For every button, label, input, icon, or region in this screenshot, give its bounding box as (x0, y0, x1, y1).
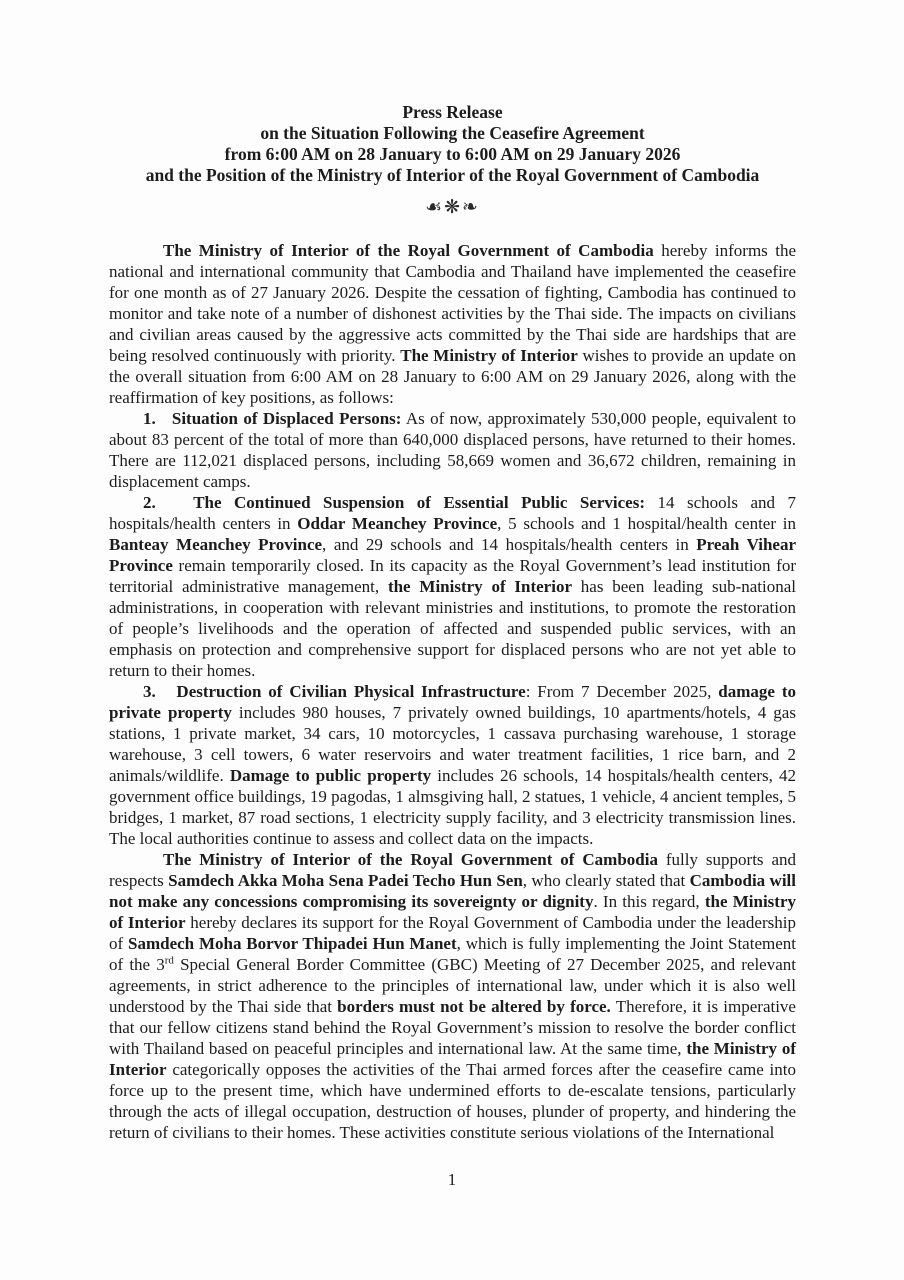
title-line-2: on the Situation Following the Ceasefire Agreement (260, 123, 645, 143)
document-title (109, 102, 796, 186)
paragraph (109, 492, 796, 681)
bold-text: The Ministry of Interior of the Royal Government of Cambodia (163, 241, 654, 260)
text: hereby informs the national and international community that Cambodia and Thailand have implemented the ceasefire for one month as of 27 January 2026. Despite the cessation of fighting, Cambodia has continued to monitor and take note of a number of dishonest activities by the Thai side. The impacts on civilians and civilian areas caused by the aggressive acts committed by the Thai side are hardships that are being resolved continuously with priority. (109, 241, 797, 365)
bold-text: Samdech Akka Moha Sena Padei Techo Hun Sen (168, 871, 523, 890)
text: , which is fully implementing the Joint Statement of the 3 (109, 934, 796, 974)
bold-text: Banteay Meanchey Province (109, 535, 323, 554)
bold-text: the Ministry of Interior (387, 577, 573, 596)
paragraph (109, 849, 796, 1143)
bold-text: the Ministry of Interior (109, 1039, 797, 1079)
bold-text: Oddar Meanchey Province (297, 514, 498, 533)
bold-text: damage to private property (109, 682, 797, 722)
title-line-3: from 6:00 AM on 28 January to 6:00 AM on 29 January 2026 (224, 144, 681, 164)
bold-text: 1. Situation of Displaced Persons: (143, 409, 402, 428)
text: : From 7 December 2025, (525, 682, 719, 701)
bold-text: The Ministry of Interior of the Royal Government of Cambodia (163, 850, 658, 869)
bold-text: the Ministry of Interior (109, 892, 797, 932)
text: fully supports and respects (109, 850, 796, 890)
text: , and 29 schools and 14 hospitals/health centers in (322, 535, 697, 554)
bold-text: Damage to public property (229, 766, 432, 785)
text: Special General Border Committee (GBC) Meeting of 27 December 2025, and relevant agreements, in strict adherence to the principles of international law, under which it is also well understood by the Thai side that (109, 955, 796, 1016)
document-body (109, 240, 796, 1143)
bold-text: borders must not be altered by force. (337, 997, 611, 1016)
text: has been leading sub-national administrations, in cooperation with relevant ministries and institutions, to promote the restoration of people’s livelihoods and the operation of affected and suspended public services, with an emphasis on protection and comprehensive support for displaced persons who are not yet able to return to their homes. (109, 577, 797, 680)
paragraph (109, 408, 796, 492)
bold-text: 3. Destruction of Civilian Physical Infrastructure (143, 682, 526, 701)
bold-text: Cambodia will not make any concessions compromising its sovereignty or dignity (109, 871, 796, 911)
text: , 5 schools and 1 hospital/health center in (497, 514, 796, 533)
text: includes 26 schools, 14 hospitals/health centers, 42 government office buildings, 19 pagodas, 1 almsgiving hall, 2 statues, 1 vehicle, 4 ancient temples, 5 bridges, 1 market, 87 road sections, 1 electricity supply facility, and 3 electricity transmission lines. The local authorities continue to assess and collect data on the impacts. (109, 766, 797, 848)
text: remain temporarily closed. In its capacity as the Royal Government’s lead institution for territorial administrative management, (109, 556, 796, 596)
text: As of now, approximately 530,000 people, equivalent to about 83 percent of the total of more than 640,000 displaced persons, have returned to their homes. There are 112,021 displaced persons, including 58,669 women and 36,672 children, remaining in displacement camps. (109, 409, 796, 491)
paragraph (109, 240, 796, 408)
bold-text: Samdech Moha Borvor Thipadei Hun Manet (128, 934, 457, 953)
bold-text: Preah Vihear Province (109, 535, 796, 575)
bold-text: The Ministry of Interior (400, 346, 578, 365)
text: , who clearly stated that (522, 871, 690, 890)
text: includes 980 houses, 7 privately owned buildings, 10 apartments/hotels, 4 gas stations, 1 private market, 34 cars, 10 motorcycles, 1 cassava purchasing warehouse, 1 storage warehouse, 3 cell towers, 6 water reservoirs and water treatment facilities, 1 rice barn, and 2 animals/wildlife. (109, 703, 796, 785)
text: 14 schools and 7 hospitals/health centers in (109, 493, 796, 533)
page-number: 1 (447, 1170, 457, 1189)
text: wishes to provide an update on the overall situation from 6:00 AM on 28 January to 6:00 AM on 29 January 2026, along with the reaffirmation of key positions, as follows: (109, 346, 796, 407)
text: hereby declares its support for the Royal Government of Cambodia under the leadership of (109, 913, 796, 953)
title-line-1: Press Release (402, 102, 503, 122)
text: Therefore, it is imperative that our fellow citizens stand behind the Royal Government’s mission to resolve the border conflict with Thailand based on peaceful principles and international law. At the same time, (109, 997, 796, 1058)
text: categorically opposes the activities of the Thai armed forces after the ceasefire came into force up to the present time, which have undermined efforts to de-escalate tensions, particularly through the acts of illegal occupation, destruction of houses, plunder of property, and hindering the return of civilians to their homes. These activities constitute serious violations of the International (109, 1060, 796, 1142)
bold-text: 2. The Continued Suspension of Essential Public Services: (143, 493, 646, 512)
fleuron-ornament-icon: ☙❋❧ (425, 196, 480, 218)
paragraph (109, 681, 796, 849)
title-line-4: and the Position of the Ministry of Interior of the Royal Government of Cambodia (145, 165, 760, 185)
text: rd (164, 954, 174, 967)
text: . In this regard, (593, 892, 705, 911)
